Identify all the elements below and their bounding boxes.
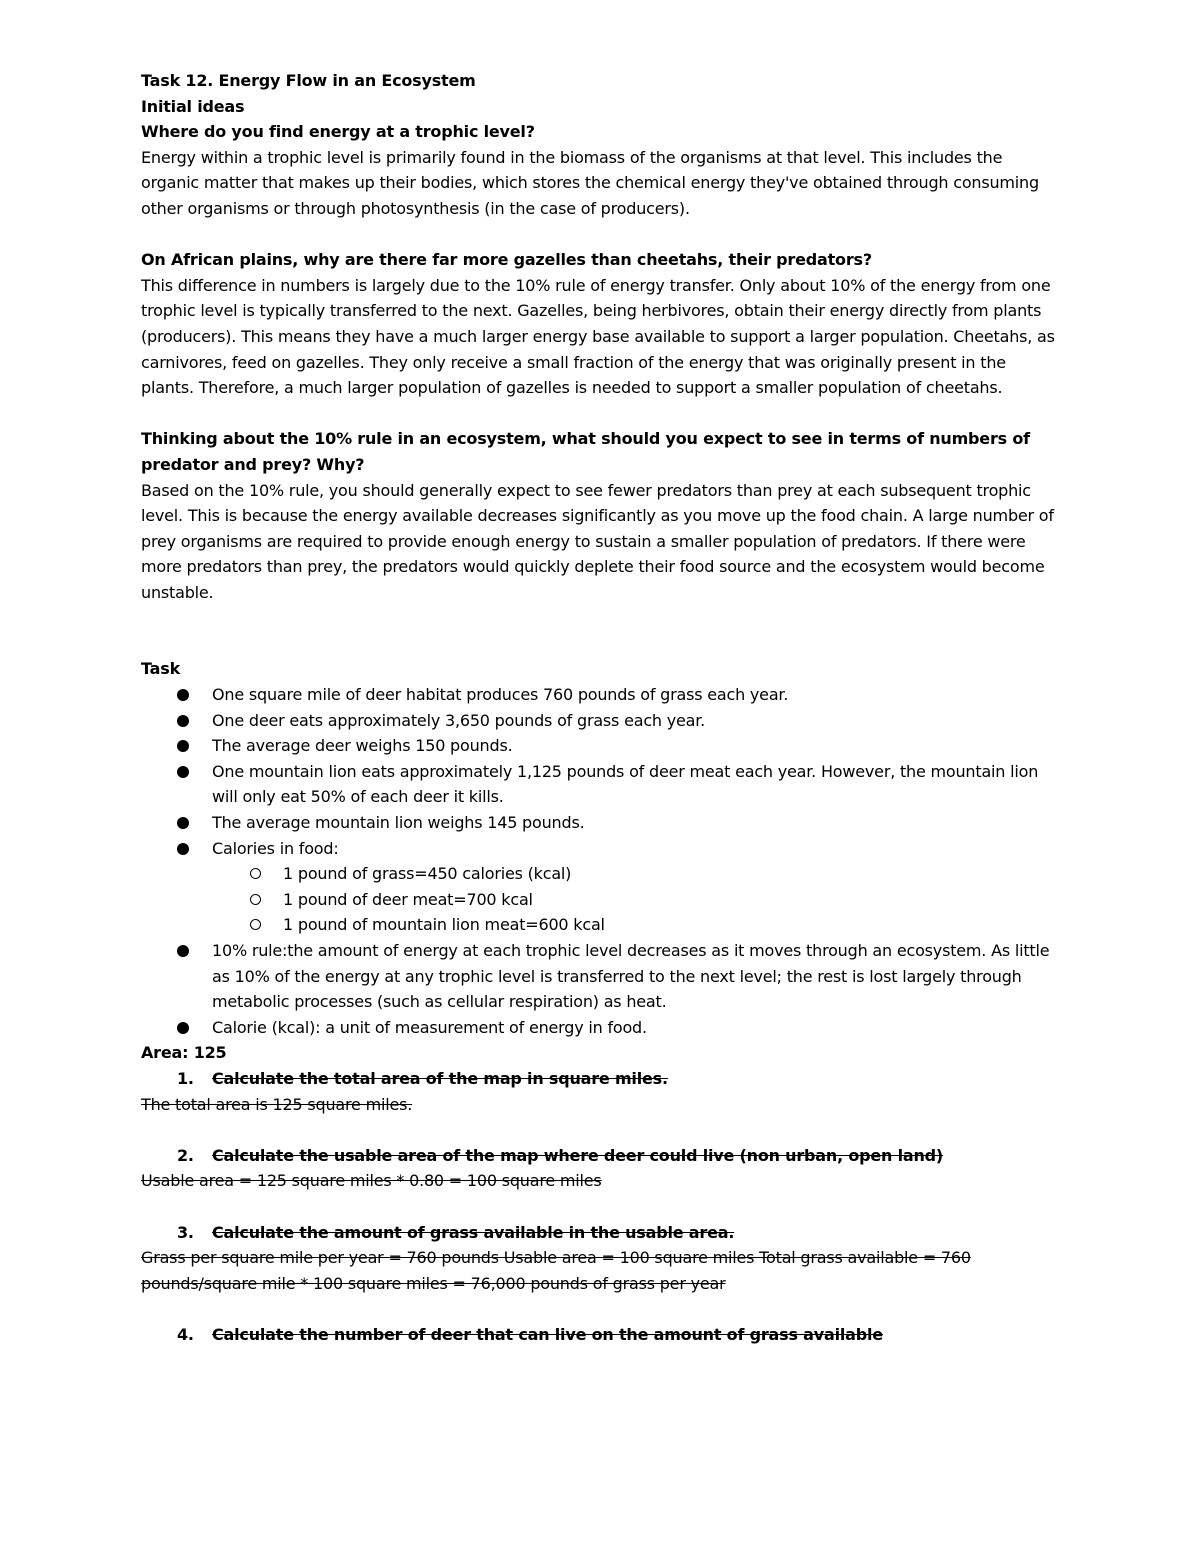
- answer-1: Energy within a trophic level is primarily found in the biomass of the organisms at that level. This includes the organic matter that makes up their bodies, which stores the chemical energy they've obtained through consuming other organisms or through photosynthesis (in the case of producers).: [141, 147, 1039, 218]
- document-page: [141, 68, 1061, 1348]
- question-number: 2.: [177, 1145, 194, 1165]
- document-title: Task 12. Energy Flow in an Ecosystem: [141, 71, 476, 90]
- list-item-label: Calories in food:: [212, 838, 339, 858]
- list-item: The average mountain lion weighs 145 pounds.: [141, 810, 1061, 836]
- list-item: [141, 836, 1061, 938]
- list-item: Calorie (kcal): a unit of measurement of energy in food.: [141, 1015, 1061, 1041]
- question-number: 4.: [177, 1324, 194, 1344]
- question-text: Calculate the amount of grass available in the usable area.: [212, 1222, 735, 1242]
- question-answer: Grass per square mile per year = 760 pounds Usable area = 100 square miles Total grass available = 760 pounds/square mile * 100 square miles = 76,000 pounds of grass per year: [141, 1248, 971, 1293]
- list-item: 10% rule:the amount of energy at each trophic level decreases as it moves through an ecosystem. As little as 10% of the energy at any trophic level is transferred to the next level; the rest is lost largely through metabolic processes (such as cellular respiration) as heat.: [141, 938, 1061, 1015]
- question-3: Thinking about the 10% rule in an ecosystem, what should you expect to see in terms of numbers of predator and prey? Why?: [141, 429, 1030, 474]
- question-text: Calculate the number of deer that can live on the amount of grass available: [212, 1324, 883, 1344]
- question-number: 1.: [177, 1068, 194, 1088]
- list-item: The average deer weighs 150 pounds.: [141, 733, 1061, 759]
- question-text: Calculate the total area of the map in square miles.: [212, 1068, 668, 1088]
- list-item: One mountain lion eats approximately 1,125 pounds of deer meat each year. However, the mountain lion will only eat 50% of each deer it kills.: [141, 759, 1061, 810]
- answer-2: This difference in numbers is largely due to the 10% rule of energy transfer. Only about 10% of the energy from one trophic level is typically transferred to the next. Gazelles, being herbivores, obtain their energy directly from plants (producers). This means they have a much larger energy base available to support a larger population. Cheetahs, as carnivores, feed on gazelles. They only receive a small fraction of the energy that was originally present in the plants. Therefore, a much larger population of gazelles is needed to support a smaller population of cheetahs.: [141, 275, 1055, 398]
- list-item: One square mile of deer habitat produces 760 pounds of grass each year.: [141, 682, 1061, 708]
- question-answer: The total area is 125 square miles.: [141, 1094, 413, 1114]
- numbered-question: [141, 1220, 1061, 1246]
- area-label: Area: 125: [141, 1043, 227, 1063]
- answer-3: Based on the 10% rule, you should generally expect to see fewer predators than prey at each subsequent trophic level. This is because the energy available decreases significantly as you move up the food chain. A large number of prey organisms are required to provide enough energy to sustain a smaller population of predators. If there were more predators than prey, the predators would quickly deplete their food source and the ecosystem would become unstable.: [141, 480, 1054, 602]
- sublist-item: 1 pound of grass=450 calories (kcal): [212, 861, 1061, 887]
- numbered-question: [141, 1322, 1061, 1348]
- section-heading-initial-ideas: Initial ideas: [141, 96, 245, 116]
- question-number: 3.: [177, 1222, 194, 1242]
- sublist-item: 1 pound of deer meat=700 kcal: [212, 887, 1061, 913]
- numbered-question: [141, 1143, 1061, 1169]
- calories-sublist: [212, 861, 1061, 938]
- question-1: Where do you find energy at a trophic level?: [141, 122, 535, 142]
- sublist-item: 1 pound of mountain lion meat=600 kcal: [212, 912, 1061, 938]
- numbered-question: [141, 1066, 1061, 1092]
- question-text: Calculate the usable area of the map where deer could live (non urban, open land): [212, 1145, 944, 1165]
- list-item: One deer eats approximately 3,650 pounds of grass each year.: [141, 708, 1061, 734]
- task-bullet-list: [141, 682, 1061, 1040]
- question-answer: Usable area = 125 square miles * 0.80 = 100 square miles: [141, 1171, 602, 1191]
- task-heading: Task: [141, 659, 181, 679]
- question-2: On African plains, why are there far more gazelles than cheetahs, their predators?: [141, 250, 872, 270]
